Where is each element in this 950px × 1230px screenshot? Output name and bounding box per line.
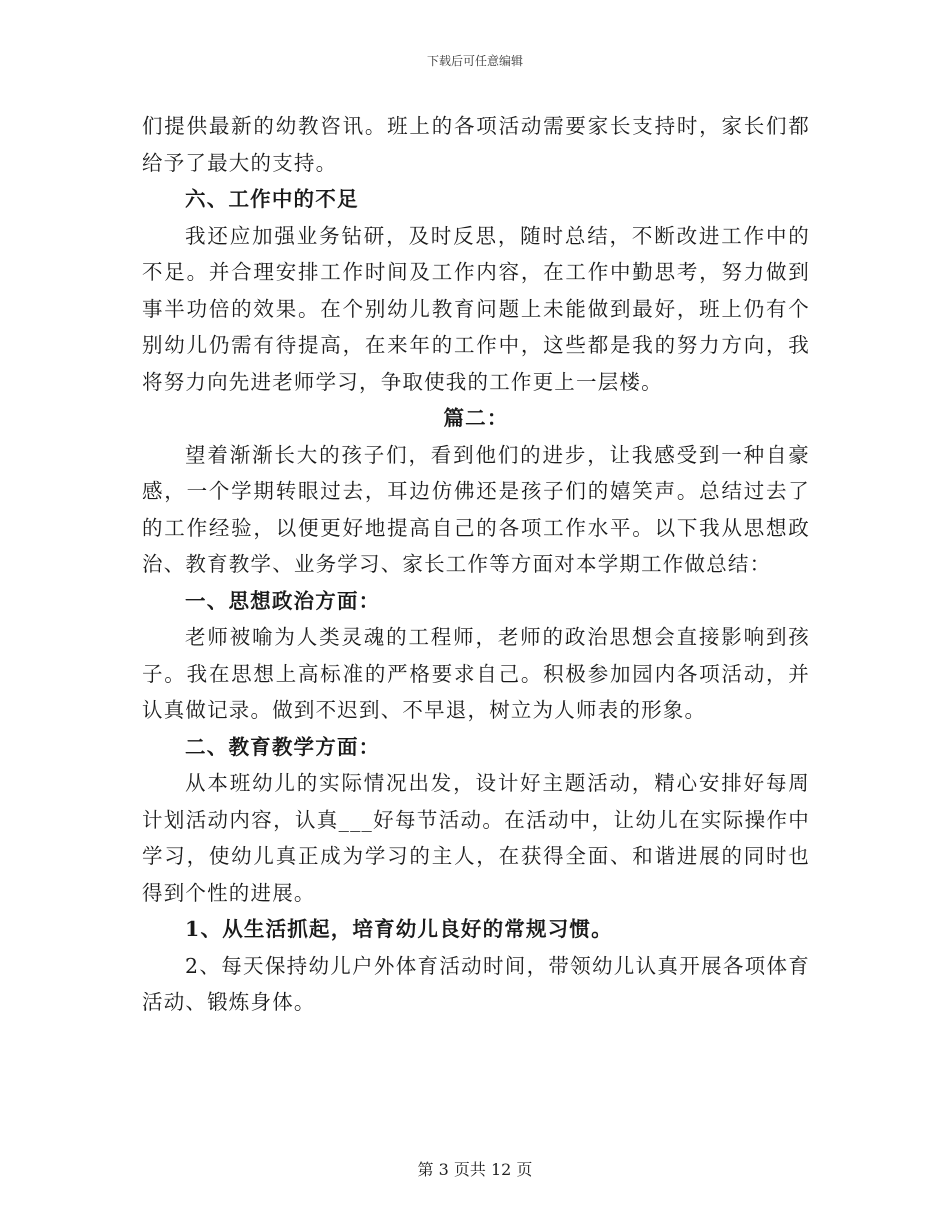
paragraph-outdoor: 2、每天保持幼儿户外体育活动时间，带领幼儿认真开展各项体育活动、锻炼身体。: [142, 953, 810, 1014]
paragraph-teaching: 从本班幼儿的实际情况出发，设计好主题活动，精心安排好每周计划活动内容，认真___好每节活动。在活动中，让幼儿在实际操作中学习，使幼儿真正成为学习的主人，在获得全面、和谐进展的同时也得到个性的进展。: [142, 771, 810, 905]
section-heading-shortcomings: 六、工作中的不足: [185, 187, 359, 211]
part-two-title: 篇二：: [443, 406, 509, 430]
section-heading-politics: 一、思想政治方面：: [185, 588, 381, 613]
page-header-note: 下载后可任意编辑: [426, 54, 523, 68]
paragraph-shortcomings: 我还应加强业务钻研，及时反思，随时总结，不断改进工作中的不足。并合理安排工作时间及工作内容，在工作中勤思考，努力做到事半功倍的效果。在个别幼儿教育问题上未能做到最好，班上仍有个别幼儿仍需有待提高，在来年的工作中，这些都是我的努力方向，我将努力向先进老师学习，争取使我的工作更上一层楼。: [142, 223, 810, 394]
document-body: [142, 108, 810, 1021]
section-heading-teaching: 二、教育教学方面：: [185, 734, 381, 759]
paragraph-politics: 老师被喻为人类灵魂的工程师，老师的政治思想会直接影响到孩子。我在思想上高标准的严格要求自己。积极参加园内各项活动，并认真做记录。做到不迟到、不早退，树立为人师表的形象。: [142, 625, 810, 722]
page-number: 第 3 页共 12 页: [417, 1160, 533, 1179]
subheading-habits: 1、从生活抓起，培育幼儿良好的常规习惯。: [185, 917, 613, 941]
paragraph-continued: 们提供最新的幼教咨讯。班上的各项活动需要家长支持时，家长们都给予了最大的支持。: [142, 114, 810, 175]
paragraph-intro: 望着渐渐长大的孩子们，看到他们的进步，让我感受到一种自豪感，一个学期转眼过去，耳边仿佛还是孩子们的嬉笑声。总结过去了的工作经验，以便更好地提高自己的各项工作水平。以下我从思想政治、教育教学、业务学习、家长工作等方面对本学期工作做总结：: [142, 442, 810, 576]
